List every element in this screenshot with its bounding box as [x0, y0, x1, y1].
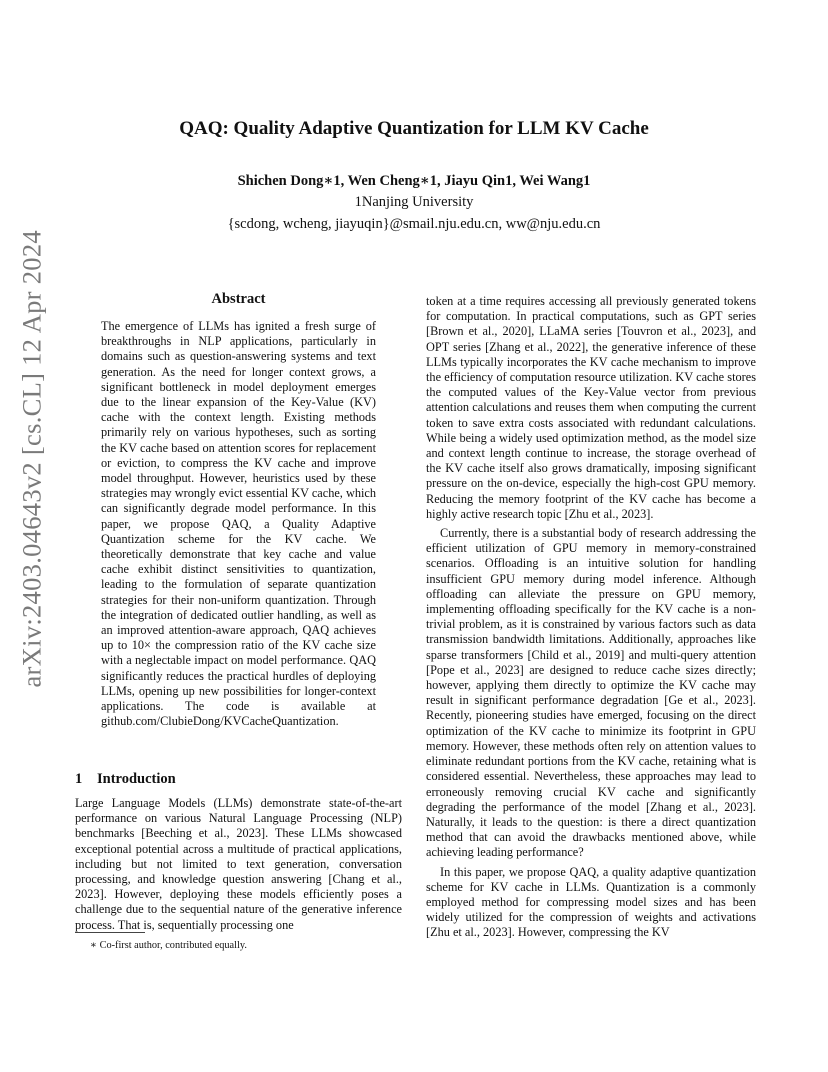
introduction-paragraph: Large Language Models (LLMs) demonstrate state-of-the-art performance on various Natural Language Processing (NLP) benchmarks [Beeching et al., 2023]. These LLMs showcased exceptional potential across a multitude of practical applications, including but not limited to text generation, conversation processing, and knowledge question answering [Chang et al., 2023]. However, deploying these models efficiently poses a challenge due to the sequential nature of the generative inference process. That is, sequentially processing one — [75, 796, 402, 932]
abstract-body — [101, 319, 376, 729]
introduction-body — [75, 796, 402, 933]
affiliation: 1Nanjing University — [354, 194, 474, 210]
footnote: ∗ Co-first author, contributed equally. — [90, 940, 247, 951]
paper-title: QAQ: Quality Adaptive Quantization for LLM KV Cache — [179, 118, 649, 139]
right-paragraph-2: Currently, there is a substantial body of research addressing the efficient utilization of GPU memory in memory-constrained scenarios. Offloading is an intuitive solution for handling insufficient GPU memory during model inference. Although offloading can alleviate the pressure on GPU memory, implementing offloading specifically for the KV cache is a non-trivial problem, as it is constrained by various factors such as data transmission bandwidth limitations. Additionally, approaches like sparse transformers [Child et al., 2019] and multi-query attention [Pope et al., 2023] are designed to reduce cache sizes directly; however, applying them directly to optimize the KV cache may result in significant performance degradation [Ge et al., 2023]. Recently, pioneering studies have emerged, focusing on the direct optimization of the KV cache to minimize its footprint in GPU memory. However, these methods often rely on attention values to eliminate redundant portions from the KV cache, retaining what is considered essential. Nevertheless, these approaches may lead to erroneously removing crucial KV cache and significantly degrading the performance of the model [Zhang et al., 2023]. Naturally, it leads to the question: is there a direct quantization method that can avoid the drawbacks mentioned above, while achieving leading performance? — [426, 526, 756, 860]
abstract-text: The emergence of LLMs has ignited a fresh surge of breakthroughs in NLP applications, particularly in domains such as question-answering systems and text generation. As the need for longer context grows, a significant bottleneck in model deployment emerges due to the linear expansion of the Key-Value (KV) cache with the context length. Existing methods primarily rely on various hypotheses, such as sorting the KV cache based on attention scores for replacement or eviction, to compress the KV cache and improve model throughput. However, heuristics used by these strategies may wrongly evict essential KV cache, which can significantly degrade model performance. In this paper, we propose QAQ, a Quality Adaptive Quantization scheme for the KV cache. We theoretically demonstrate that key cache and value cache exhibit distinct sensitivities to quantization, leading to the formulation of separate quantization strategies for their non-uniform quantization. Through the integration of dedicated outlier handling, as well as an improved attention-aware approach, QAQ achieves up to 10× the compression ratio of the KV cache size with a neglectable impact on model performance. QAQ significantly reduces the practical hurdles of deploying LLMs, opening up new possibilities for longer-context applications. The code is available at github.com/ClubieDong/KVCacheQuantization. — [101, 319, 376, 729]
right-paragraph-1: token at a time requires accessing all previously generated tokens for computation. In practical computations, such as GPT series [Brown et al., 2020], LLaMA series [Touvron et al., 2023], and OPT series [Zhang et al., 2022], the generative inference of these LLMs typically incorporates the KV cache mechanism to improve the efficiency of computation resource utilization. KV cache stores the computed values of the Key-Value vector from previous attention calculations and reuses them when computing the current token to save extra costs associated with redundant calculations. While being a widely used optimization method, as the model size and context length continue to increase, the storage overhead of the KV cache itself also grows dramatically, imposing significant pressure on the on-device, especially the high-cost GPU memory. Reducing the memory footprint of the KV cache has become a highly active research topic [Zhu et al., 2023]. — [426, 294, 756, 521]
author-list: Shichen Dong∗1, Wen Cheng∗1, Jiayu Qin1, Wei Wang1 — [237, 173, 591, 189]
right-paragraph-3: In this paper, we propose QAQ, a quality adaptive quantization scheme for KV cache in LLMs. Quantization is a commonly employed method for compressing model sizes and has been widely utilized for the compression of weights and activations [Zhu et al., 2023]. However, compressing the KV — [426, 864, 756, 940]
footnote-rule — [75, 932, 145, 933]
abstract-heading: Abstract — [211, 291, 266, 307]
right-column — [426, 294, 756, 941]
section-title: Introduction — [97, 771, 176, 787]
author-emails: {scdong, wcheng, jiayuqin}@smail.nju.edu.cn, ww@nju.edu.cn — [227, 216, 601, 232]
section-heading — [75, 771, 176, 788]
arxiv-identifier: arXiv:2403.04643v2 [cs.CL] 12 Apr 2024 — [16, 230, 47, 688]
section-number: 1 — [75, 771, 83, 787]
